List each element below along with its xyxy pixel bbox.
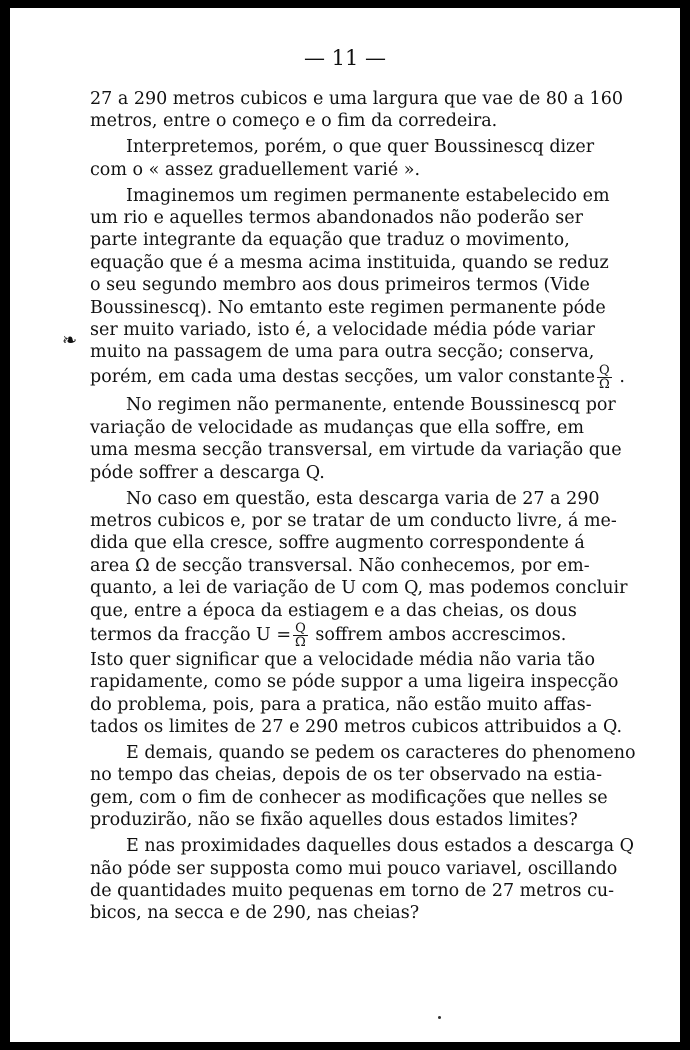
formula-text: porém, em cada uma destas secções, um valor constante xyxy=(90,366,595,387)
text-line: metros, entre o começo e o fim da corredeira. xyxy=(90,111,498,132)
text-line: póde soffrer a descarga Q. xyxy=(90,462,325,483)
text-line: que, entre a época da estiagem e a das cheias, os dous xyxy=(90,600,577,621)
text-line: Imaginemos um regimen permanente estabelecido em xyxy=(126,185,610,206)
paragraph xyxy=(90,394,622,484)
formula-line xyxy=(90,622,615,649)
text-line: E nas proximidades daquelles dous estados a descarga Q xyxy=(126,836,634,857)
text-line: com o « assez graduellement varié ». xyxy=(90,159,421,180)
text-line: tados os limites de 27 e 290 metros cubicos attribuidos a Q. xyxy=(90,717,623,738)
page-number: — 11 — xyxy=(303,46,387,70)
text-line: de quantidades muito pequenas em torno de 27 metros cu- xyxy=(90,881,615,901)
paragraph xyxy=(90,488,628,739)
fraction xyxy=(597,364,612,391)
text-line: produzirão, não se fixão aquelles dous estados limites? xyxy=(90,810,578,831)
text-line: bicos, na secca e de 290, nas cheias? xyxy=(90,903,420,924)
paragraph xyxy=(90,742,636,832)
text-line: rapidamente, como se póde suppor a uma ligeira inspecção xyxy=(90,672,619,693)
text-line: ser muito variado, isto é, a velocidade média póde variar xyxy=(90,320,595,341)
paragraph xyxy=(90,835,634,925)
document-page xyxy=(10,8,680,1042)
text-line: No regimen não permanente, entende Boussinescq por xyxy=(126,395,616,416)
margin-ornament-icon: ❧ xyxy=(62,330,78,351)
formula-after: . xyxy=(613,366,625,387)
text-line: não póde ser supposta como mui pouco variavel, oscillando xyxy=(90,858,618,879)
text-line: um rio e aquelles termos abandonados não poderão ser xyxy=(90,208,583,229)
text-line: E demais, quando se pedem os caracteres do phenomeno xyxy=(126,743,636,764)
fraction xyxy=(293,622,308,649)
text-line: uma mesma secção transversal, em virtude da variação que xyxy=(90,440,622,461)
text-line: quanto, a lei de variação de U com Q, mas podemos concluir xyxy=(90,578,628,599)
fraction-denominator: Ω xyxy=(599,376,610,392)
fraction-numerator: Q xyxy=(597,364,612,378)
text-line: No caso em questão, esta descarga varia de 27 a 290 xyxy=(126,488,600,509)
paragraph xyxy=(90,88,623,133)
fraction-numerator: Q xyxy=(293,622,308,636)
text-line: gem, com o fim de conhecer as modificações que nelles se xyxy=(90,787,608,808)
fraction-denominator: Ω xyxy=(295,634,306,650)
text-line: o seu segundo membro aos dous primeiros termos (Vide xyxy=(90,275,590,296)
text-line: do problema, pois, para a pratica, não estão muito affas- xyxy=(90,694,592,715)
text-line: Interpretemos, porém, o que quer Boussinescq dizer xyxy=(126,137,595,158)
text-line: Boussinescq). No emtanto este regimen permanente póde xyxy=(90,297,606,318)
text-line: no tempo das cheias, depois de os ter observado na estia- xyxy=(90,765,602,786)
text-line: variação de velocidade as mudanças que ella soffre, em xyxy=(90,417,584,438)
text-line: dida que ella cresce, soffre augmento correspondente á xyxy=(90,533,585,554)
text-line: Isto quer significar que a velocidade média não varia tão xyxy=(90,649,596,670)
paragraph xyxy=(90,136,615,181)
text-line: area Ω de secção transversal. Não conhecemos, por em- xyxy=(90,555,590,576)
ink-speck xyxy=(438,1016,441,1019)
formula-after: soffrem ambos accrescimos. xyxy=(309,624,567,645)
text-line: metros cubicos e, por se tratar de um conducto livre, á me- xyxy=(90,510,617,531)
paragraph xyxy=(90,185,625,392)
formula-line xyxy=(90,362,625,392)
text-line: 27 a 290 metros cubicos e uma largura que vae de 80 a 160 xyxy=(90,89,623,109)
text-line: parte integrante da equação que traduz o movimento, xyxy=(90,230,570,251)
text-line: equação que é a mesma acima instituida, quando se reduz xyxy=(90,252,609,273)
text-line: muito na passagem de uma para outra secção; conserva, xyxy=(90,342,595,363)
formula-text: termos da fracção U = xyxy=(90,624,292,645)
body-text xyxy=(90,88,636,925)
